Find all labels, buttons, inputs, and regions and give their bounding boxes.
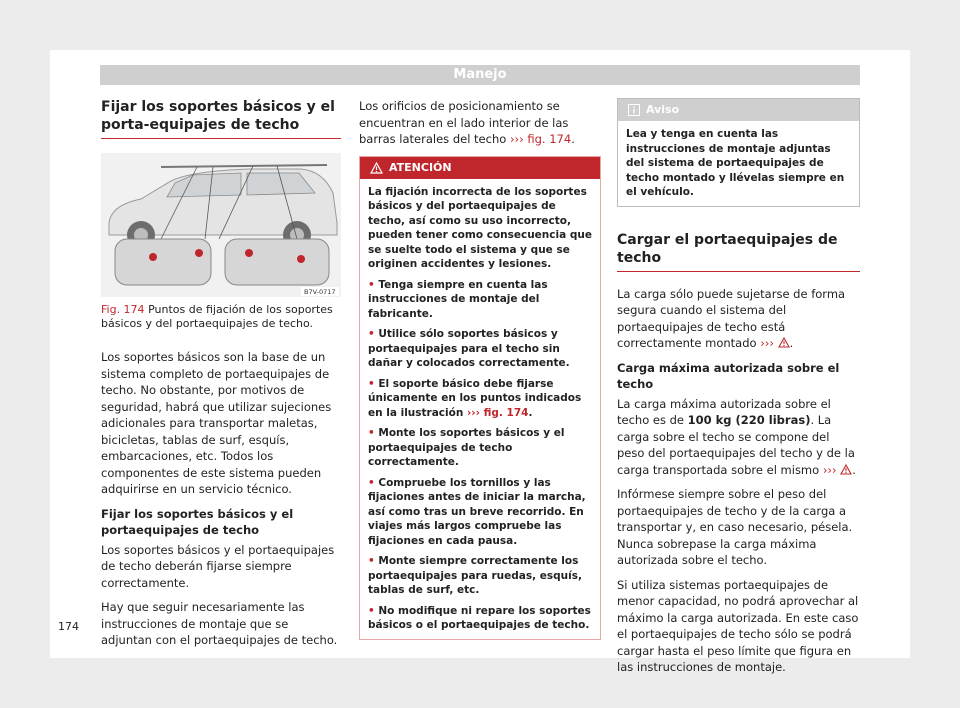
warning-link[interactable]: ››› <box>760 336 774 350</box>
paragraph: Infórmese siempre sobre el peso del portaequipajes de techo y de la carga a transportar y, en caso necesario, pésela. Nunca sobrepase la carga máxima autorizada sobre el techo. <box>617 487 853 567</box>
warning-bullet: • Monte siempre correctamente los portaequipajes para ruedas, esquís, tablas de surf, etc. <box>368 555 582 596</box>
section-title-fijar: Fijar los soportes básicos y el porta-equipajes de techo <box>101 98 341 139</box>
fixing-point <box>149 253 157 261</box>
paragraph: Los orificios de posicionamiento se encuentran en el lado interior de las barras laterales del techo ››› fig. 174. <box>359 99 575 146</box>
column-1 <box>101 98 341 657</box>
paragraph: Los soportes básicos son la base de un sistema completo de portaequipajes de techo. No obstante, por motivos de seguridad, habrá que utilizar sujeciones adicionales para transportar maletas, bicicletas, tablas de surf, esquís, embarcaciones, etc. Todos los componentes de este sistema pueden adquirirse en un servicio técnico. <box>101 350 332 496</box>
fixing-point <box>245 249 253 257</box>
warning-header <box>360 157 600 179</box>
warning-title: ATENCIÓN <box>389 160 452 174</box>
warning-link[interactable]: ››› <box>822 462 837 477</box>
info-box <box>617 98 860 207</box>
subheading: Carga máxima autorizada sobre el techo <box>617 360 840 391</box>
car-roof-figure <box>101 153 341 297</box>
page-number: 174 <box>58 620 79 633</box>
paragraph: Hay que seguir necesariamente las instrucciones de montaje que se adjuntan con el portaequipajes de techo. <box>101 600 338 647</box>
fixing-point <box>297 255 305 263</box>
caption-fig-label: Fig. 174 <box>101 303 145 316</box>
subheading: Fijar los soportes básicos y el portaequipajes de techo <box>101 506 294 537</box>
info-body: Lea y tenga en cuenta las instrucciones de montaje adjuntas del sistema de portaequipajes de techo montado y llévelas siempre en el vehículo. <box>626 128 845 198</box>
warning-box <box>359 156 601 640</box>
fig-link[interactable]: ››› fig. 174 <box>466 406 529 419</box>
info-title: Aviso <box>646 103 680 116</box>
info-icon <box>628 104 640 116</box>
fig-link[interactable]: ››› fig. 174 <box>509 132 572 146</box>
warning-triangle-icon <box>370 162 383 174</box>
paragraph: Los soportes básicos y el portaequipajes de techo deberán fijarse siempre correctamente. <box>101 542 335 590</box>
warning-intro: La fijación incorrecta de los soportes básicos y del portaequipajes de techo, así como su uso incorrecto, pueden tener como consecuencia que se suelte todo el sistema y que se originen accidentes y lesiones. <box>368 185 592 270</box>
paragraph: La carga máxima autorizada sobre el techo es de 100 kg (220 libras). La carga sobre el techo se compone del peso del portaequipajes del techo y de la carga transportada sobre el mismo ››› . <box>617 396 856 477</box>
column-3 <box>617 98 860 684</box>
figure-caption <box>101 303 341 331</box>
section-title-cargar: Cargar el portaequipajes de techo <box>617 231 860 272</box>
fixing-point <box>195 249 203 257</box>
column-2 <box>359 98 601 640</box>
caption-text: Puntos de fijación de los soportes básicos y del portaequipajes de techo. <box>101 303 333 330</box>
warning-body <box>360 179 600 639</box>
info-header <box>618 99 859 121</box>
intro-text: Los orificios de posicionamiento se encuentran en el lado interior de las barras laterales del techo <box>359 99 569 146</box>
warning-bullet: • Utilice sólo soportes básicos y portaequipajes para el techo sin dañar y colocados correctamente. <box>368 328 570 369</box>
car-illustration <box>101 153 341 297</box>
page-header: Manejo <box>100 65 860 85</box>
warning-bullet: • No modifique ni repare los soportes básicos o el portaequipajes de techo. <box>368 604 591 631</box>
warning-bullet: • Tenga siempre en cuenta las instrucciones de montaje del fabricante. <box>368 278 548 320</box>
warning-triangle-icon <box>840 464 852 475</box>
warning-bullet: • El soporte básico debe fijarse únicamente en los puntos indicados en la ilustración ››› fig. 174. <box>368 377 582 419</box>
warning-bullet: • Compruebe los tornillos y las fijaciones antes de iniciar la marcha, así como tras un breve recorrido. En viajes más largos compruebe las fijaciones en cada pausa. <box>368 476 586 547</box>
paragraph: La carga sólo puede sujetarse de forma segura cuando el sistema del portaequipajes de techo está correctamente montado ››› . <box>617 286 846 350</box>
paragraph: Si utiliza sistemas portaequipajes de menor capacidad, no podrá aprovechar al máximo la carga autorizada. En este caso el portaequipajes de techo sólo se podrá cargar hasta el peso límite que figura en las instrucciones de montaje. <box>617 577 859 674</box>
warning-bullet: • Monte los soportes básicos y el portaequipajes de techo correctamente. <box>368 427 565 468</box>
warning-triangle-icon <box>778 337 790 348</box>
figure-code: B7V-0717 <box>304 288 336 296</box>
